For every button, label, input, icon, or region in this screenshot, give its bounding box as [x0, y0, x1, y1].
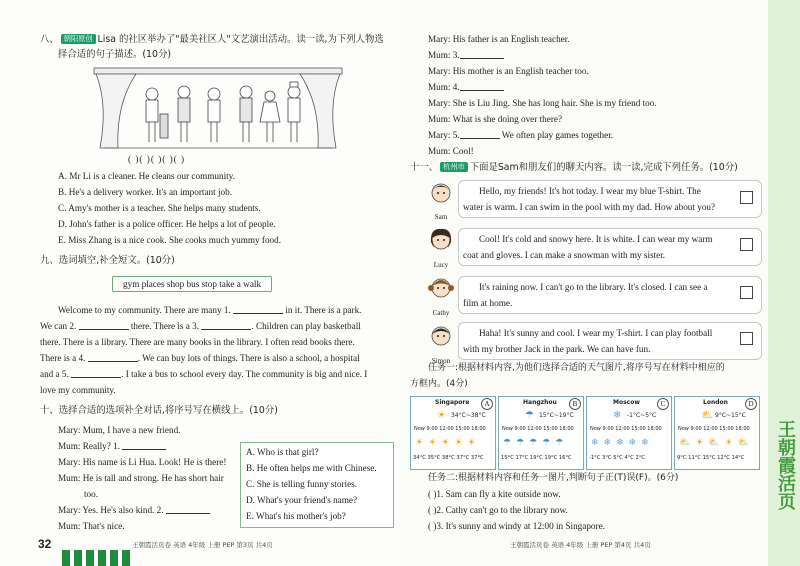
passage-line-5: and a 5. . I take a bus to school every day. The community is big and nice. I: [40, 369, 368, 379]
answer-brackets: ( )( )( )( )( ): [128, 154, 186, 164]
sunny-cloud-icon: ⛅: [701, 410, 714, 421]
passage-line-2: We can 2. there. There is a 3. . Children can play basketball: [40, 321, 361, 331]
dialog-cont-3: Mary: His mother is an English teacher too.: [428, 66, 589, 76]
sentence-d: D. John's father is a police officer. He helps a lot of people.: [58, 219, 276, 229]
answer-box-3[interactable]: [740, 286, 753, 299]
chat-lucy-line1: Cool! It's cold and snowy here. It is white. I can wear my warm: [479, 234, 713, 244]
chat-bubble-lucy: [458, 228, 762, 266]
boy-avatar-icon: [426, 180, 456, 208]
passage-line-6: love my community.: [40, 385, 116, 395]
chat-bubble-simon: [458, 322, 762, 360]
dialog-cont-8: Mum: Cool!: [428, 146, 474, 156]
section-9-title: 九、选词填空,补全短文。(10分): [40, 255, 175, 266]
dialog-cont-2: Mum: 3.: [428, 49, 504, 61]
passage-line-1: Welcome to my community. There are many 1. in it. There is a park.: [58, 305, 362, 315]
dialog-blank-4[interactable]: [460, 81, 504, 91]
answer-box-4[interactable]: [740, 332, 753, 345]
chat-cathy-line1: It's raining now. I can't go to the library. It's closed. I can see a: [479, 282, 708, 292]
task2-item-1: ( )1. Sam can fly a kite outside now.: [428, 489, 561, 499]
weather-temps: 9°C 11°C 15°C 12°C 14°C: [677, 455, 745, 461]
avatar-simon: [426, 322, 456, 365]
sun-icon: ☀: [437, 410, 446, 421]
section-8-tag: 朝阳原创: [61, 34, 96, 44]
weather-temp: 9°C~15°C: [715, 412, 746, 419]
dialog-cont-5: Mary: She is Liu Jing. She has long hair. She is my friend too.: [428, 98, 657, 108]
dialog-line-6: Mary: Yes. He's also kind. 2.: [58, 504, 210, 516]
dialog-line-5: too.: [84, 489, 99, 499]
weather-temps: 15°C 17°C 19°C 19°C 16°C: [501, 455, 572, 461]
options-box: [240, 442, 394, 528]
dialog-line-1: Mary: Mum, I have a new friend.: [58, 425, 181, 435]
option-c: C. She is telling funny stories.: [246, 479, 358, 489]
avatar-lucy: [426, 226, 456, 269]
sentence-b: B. He's a delivery worker. It's an important job.: [58, 187, 233, 197]
weather-card-moscow: [586, 396, 672, 470]
rain-icons-row: ☂☂☂☂☂: [503, 437, 569, 447]
right-footer: 王朝霞活页卷 英语 4年级 上册 PEP 第4页 共4页: [510, 541, 651, 549]
name-lucy: Lucy: [433, 261, 449, 269]
weather-card-london: [674, 396, 760, 470]
side-logo: 王朝霞活页: [775, 420, 796, 510]
weather-city: Singapore: [435, 399, 470, 406]
weather-temps: 34°C 35°C 38°C 37°C 37°C: [413, 455, 484, 461]
stage-illustration: [86, 64, 348, 150]
option-b: B. He often helps me with Chinese.: [246, 463, 377, 473]
task1-line1: 任务一:根据材料内容,为他们选择合适的天气图片,将序号写在材料中相应的: [428, 363, 725, 373]
name-cathy: Cathy: [432, 309, 450, 317]
weather-letter: D: [745, 398, 757, 410]
dialog-blank-1[interactable]: [122, 440, 166, 450]
weather-letter: B: [569, 398, 581, 410]
chat-cathy-line2: film at home.: [463, 298, 513, 308]
weather-city: Hangzhou: [523, 399, 557, 406]
sentence-c: C. Amy's mother is a teacher. She helps many students.: [58, 203, 261, 213]
weather-card-hangzhou: [498, 396, 584, 470]
avatar-sam: [426, 180, 456, 221]
dialog-blank-2[interactable]: [166, 504, 210, 514]
chat-bubble-sam: [458, 180, 762, 218]
task1-line2: 方框内。(4分): [410, 379, 468, 389]
section-8-title: [40, 33, 384, 46]
sunny-cloud-icons-row: ⛅☀⛅☀⛅: [679, 437, 754, 447]
section-11-number: 十一、: [410, 162, 439, 173]
word-bank: gym places shop bus stop take a walk: [112, 276, 272, 292]
sentence-e: E. Miss Zhang is a nice cook. She cooks much yummy food.: [58, 235, 282, 245]
right-page: [400, 0, 800, 566]
section-10-title: 十、选择合适的选项补全对话,将序号写在横线上。(10分): [40, 405, 278, 416]
option-e: E. What's his mother's job?: [246, 511, 346, 521]
dialog-cont-1: Mary: His father is an English teacher.: [428, 34, 570, 44]
dialog-blank-3[interactable]: [460, 49, 504, 59]
weather-times: Now 9:00 12:00 15:00 18:00: [678, 426, 750, 432]
dialog-cont-7: Mary: 5. We often play games together.: [428, 130, 614, 140]
section-11-tag: 杭州市: [440, 162, 468, 172]
weather-letter: C: [657, 398, 669, 410]
blank-4[interactable]: [88, 352, 138, 362]
dialog-line-4: Mum: He is tall and strong. He has short hair: [58, 473, 224, 483]
dialog-cont-4: Mum: 4.: [428, 81, 504, 93]
answer-box-1[interactable]: [740, 191, 753, 204]
weather-temp: 15°C~19°C: [539, 412, 574, 419]
section-11-title-text: 下面是Sam和朋友们的聊天内容。读一读,完成下列任务。(10分): [469, 162, 738, 173]
chat-simon-line2: with my brother Jack in the park. We can have fun.: [463, 344, 651, 354]
chat-sam-line1: Hello, my friends! It's hot today. I wear my blue T-shirt. The: [479, 186, 701, 196]
dialog-line-2: Mum: Really? 1.: [58, 440, 166, 452]
chat-simon-line1: Haha! It's sunny and cool. I wear my T-shirt. I can play football: [479, 328, 713, 338]
section-8-number: 八、: [40, 34, 59, 45]
section-8-title-line1: Lisa 的社区举办了"最美社区人"文艺演出活动。读一读,为下列人物选: [97, 34, 384, 45]
task2-item-3: ( )3. It's sunny and windy at 12:00 in Singapore.: [428, 521, 605, 531]
chat-sam-line2: water is warm. I can swim in the pool with my dad. How about you?: [463, 202, 716, 212]
blank-1[interactable]: [233, 304, 283, 314]
weather-city: Moscow: [613, 399, 640, 406]
sun-icons-row: ☀☀☀☀☀: [415, 437, 481, 447]
weather-temp: -1°C~5°C: [627, 412, 657, 419]
weather-times: Now 9:00 12:00 15:00 18:00: [590, 426, 662, 432]
blank-2[interactable]: [79, 320, 129, 330]
weather-temp: 34°C~38°C: [451, 412, 486, 419]
page-number: 32: [38, 537, 52, 551]
snow-icon: ❄: [613, 410, 622, 421]
dialog-blank-5[interactable]: [460, 129, 500, 139]
dialog-line-3: Mary: His name is Li Hua. Look! He is there!: [58, 457, 227, 467]
passage-line-4: There is a 4. . We can buy lots of things. There is also a school, a hospital: [40, 353, 360, 363]
answer-box-2[interactable]: [740, 238, 753, 251]
dialog-cont-6: Mum: What is she doing over there?: [428, 114, 563, 124]
option-d: D. What's your friend's name?: [246, 495, 358, 505]
snow-icons-row: ❄❄❄❄❄: [591, 437, 654, 447]
weather-city: London: [703, 399, 728, 406]
name-sam: Sam: [434, 213, 448, 221]
name-simon: Simon: [431, 357, 451, 365]
option-a: A. Who is that girl?: [246, 447, 319, 457]
section-8-title-line2: 择合适的句子描述。(10分): [58, 49, 171, 60]
passage-line-3: there. There is a library. There are many books in the library. I often read books there.: [40, 337, 355, 347]
dialog-line-7: Mum: That's nice.: [58, 521, 125, 531]
task2-item-2: ( )2. Cathy can't go to the library now.: [428, 505, 568, 515]
weather-card-singapore: [410, 396, 496, 470]
task2-title: 任务二:根据材料内容和任务一图片,判断句子正(T)误(F)。(6分): [428, 473, 679, 483]
boy-avatar-icon: [426, 322, 456, 352]
chat-bubble-cathy: [458, 276, 762, 314]
blank-3[interactable]: [201, 320, 251, 330]
weather-letter: A: [481, 398, 493, 410]
blank-5[interactable]: [71, 368, 121, 378]
weather-times: Now 9:00 12:00 15:00 18:00: [414, 426, 486, 432]
weather-temps: -1°C 3°C 5°C 4°C 2°C: [589, 455, 646, 461]
avatar-cathy: [426, 274, 456, 317]
girl-avatar-icon: [426, 274, 456, 304]
girl-avatar-icon: [426, 226, 456, 256]
weather-times: Now 9:00 12:00 15:00 18:00: [502, 426, 574, 432]
green-stripes-decoration: [62, 550, 132, 566]
chat-lucy-line2: coat and gloves. I can make a snowman with my sister.: [463, 250, 666, 260]
section-11-title: [410, 161, 738, 174]
left-footer: 王朝霞活页卷 英语 4年级 上册 PEP 第3页 共4页: [132, 541, 273, 549]
rain-cloud-icon: ☂: [525, 410, 534, 421]
sentence-a: A. Mr Li is a cleaner. He cleans our community.: [58, 171, 235, 181]
